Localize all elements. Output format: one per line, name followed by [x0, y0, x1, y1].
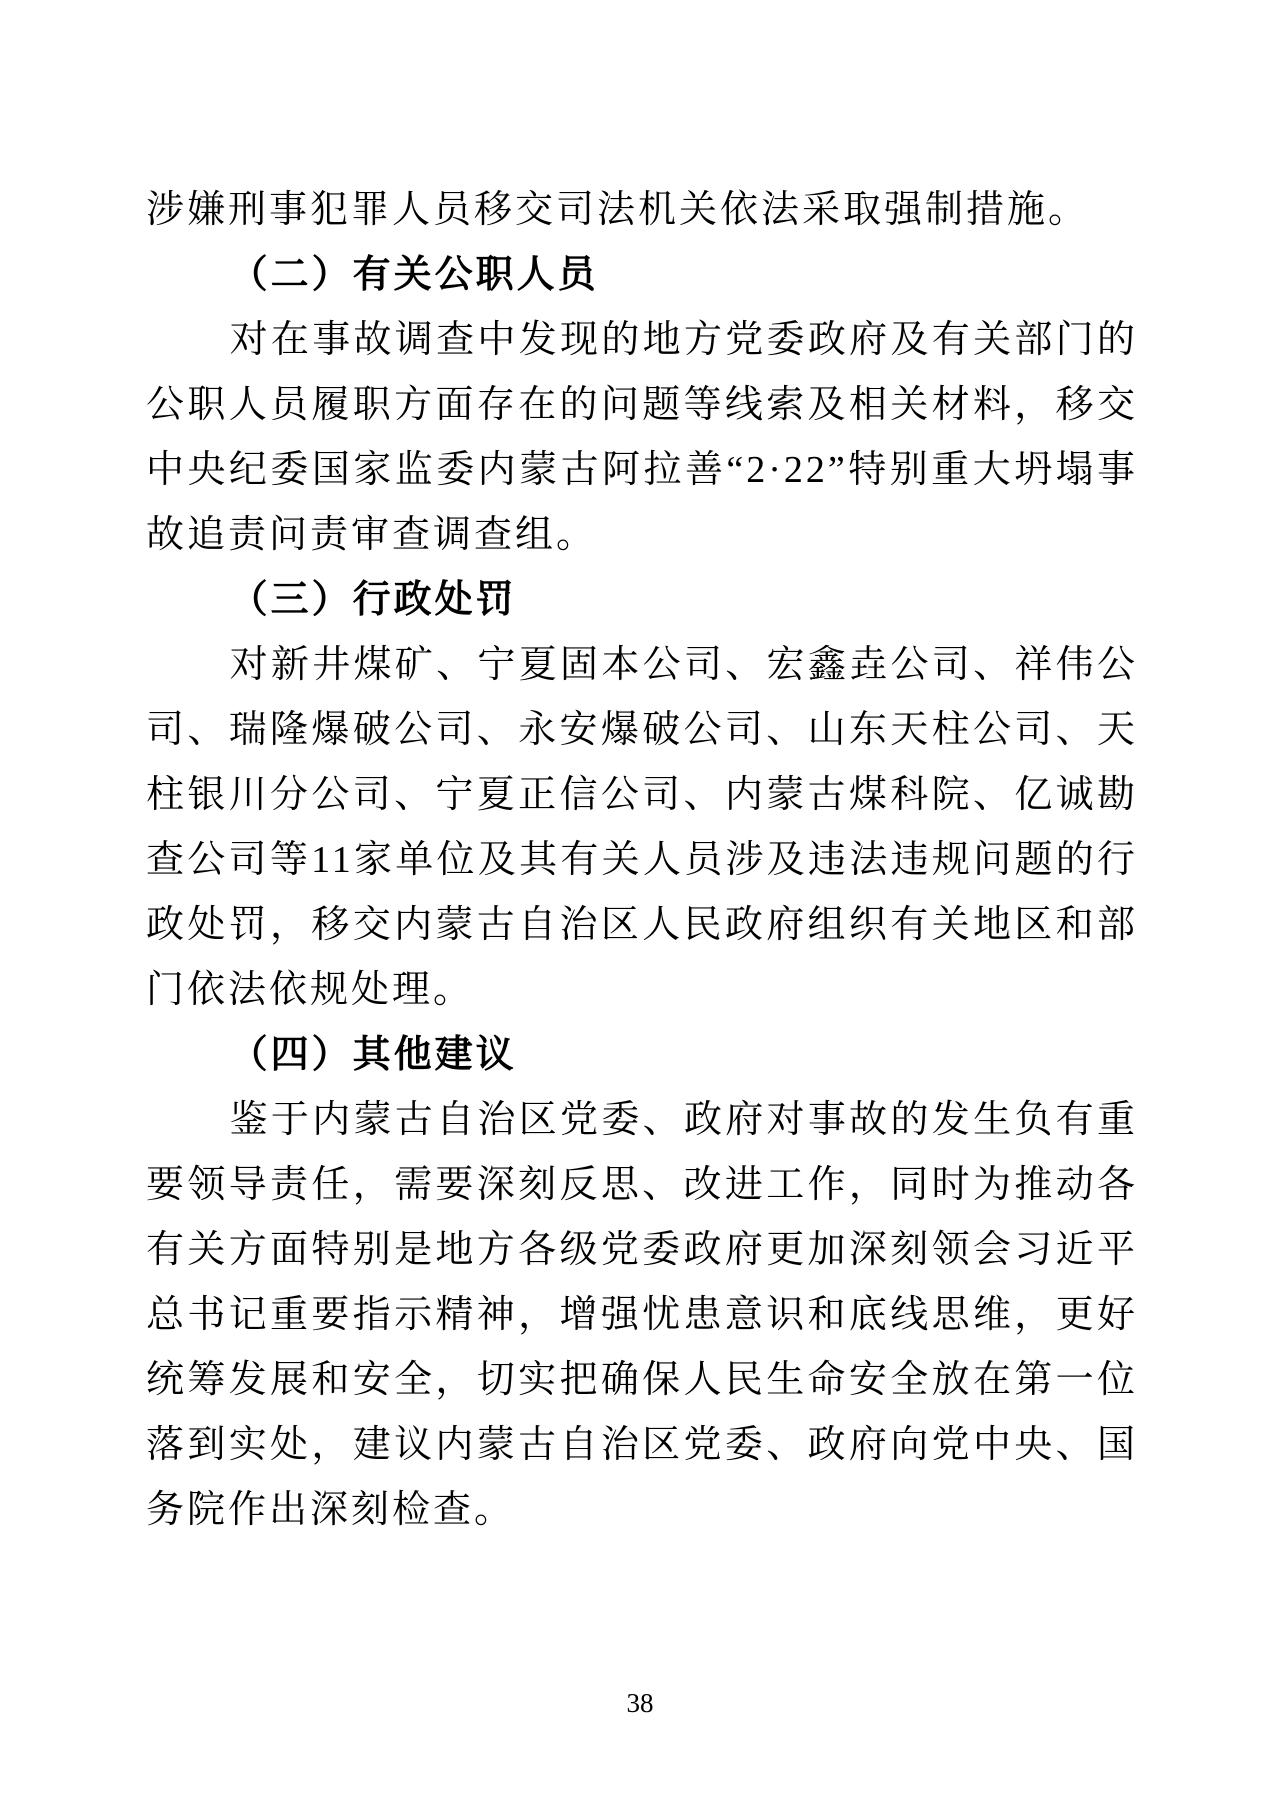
document-content	[146, 178, 1138, 1543]
section-heading-administrative-penalty: （三）行政处罚	[229, 579, 517, 621]
paragraph-other-suggestions: 鉴于内蒙古自治区党委、政府对事故的发生负有重要领导责任，需要深刻反思、改进工作，同时为推动各有关方面特别是地方各级党委政府更加深刻领会习近平总书记重要指示精神，增强忧患意识和底线思维，更好统筹发展和安全，切实把确保人民生命安全放在第一位落到实处，建议内蒙古自治区党委、政府向党中央、国务院作出深刻检查。	[146, 1099, 1138, 1531]
paragraph-public-officials: 对在事故调查中发现的地方党委政府及有关部门的公职人员履职方面存在的问题等线索及相关材料，移交中央纪委国家监委内蒙古阿拉善“2·22”特别重大坍塌事故追责问责审查调查组。	[146, 319, 1138, 556]
page-number: 38	[626, 1688, 654, 1718]
paragraph-administrative-penalty: 对新井煤矿、宁夏固本公司、宏鑫垚公司、祥伟公司、瑞隆爆破公司、永安爆破公司、山东天柱公司、天柱银川分公司、宁夏正信公司、内蒙古煤科院、亿诚勘查公司等11家单位及其有关人员涉及违法违规问题的行政处罚，移交内蒙古自治区人民政府组织有关地区和部门依法依规处理。	[146, 644, 1138, 1011]
section-heading-other-suggestions: （四）其他建议	[229, 1034, 517, 1076]
paragraph-criminal-referral-continuation: 涉嫌刑事犯罪人员移交司法机关依法采取强制措施。	[146, 189, 1090, 231]
section-heading-public-officials: （二）有关公职人员	[229, 254, 599, 296]
